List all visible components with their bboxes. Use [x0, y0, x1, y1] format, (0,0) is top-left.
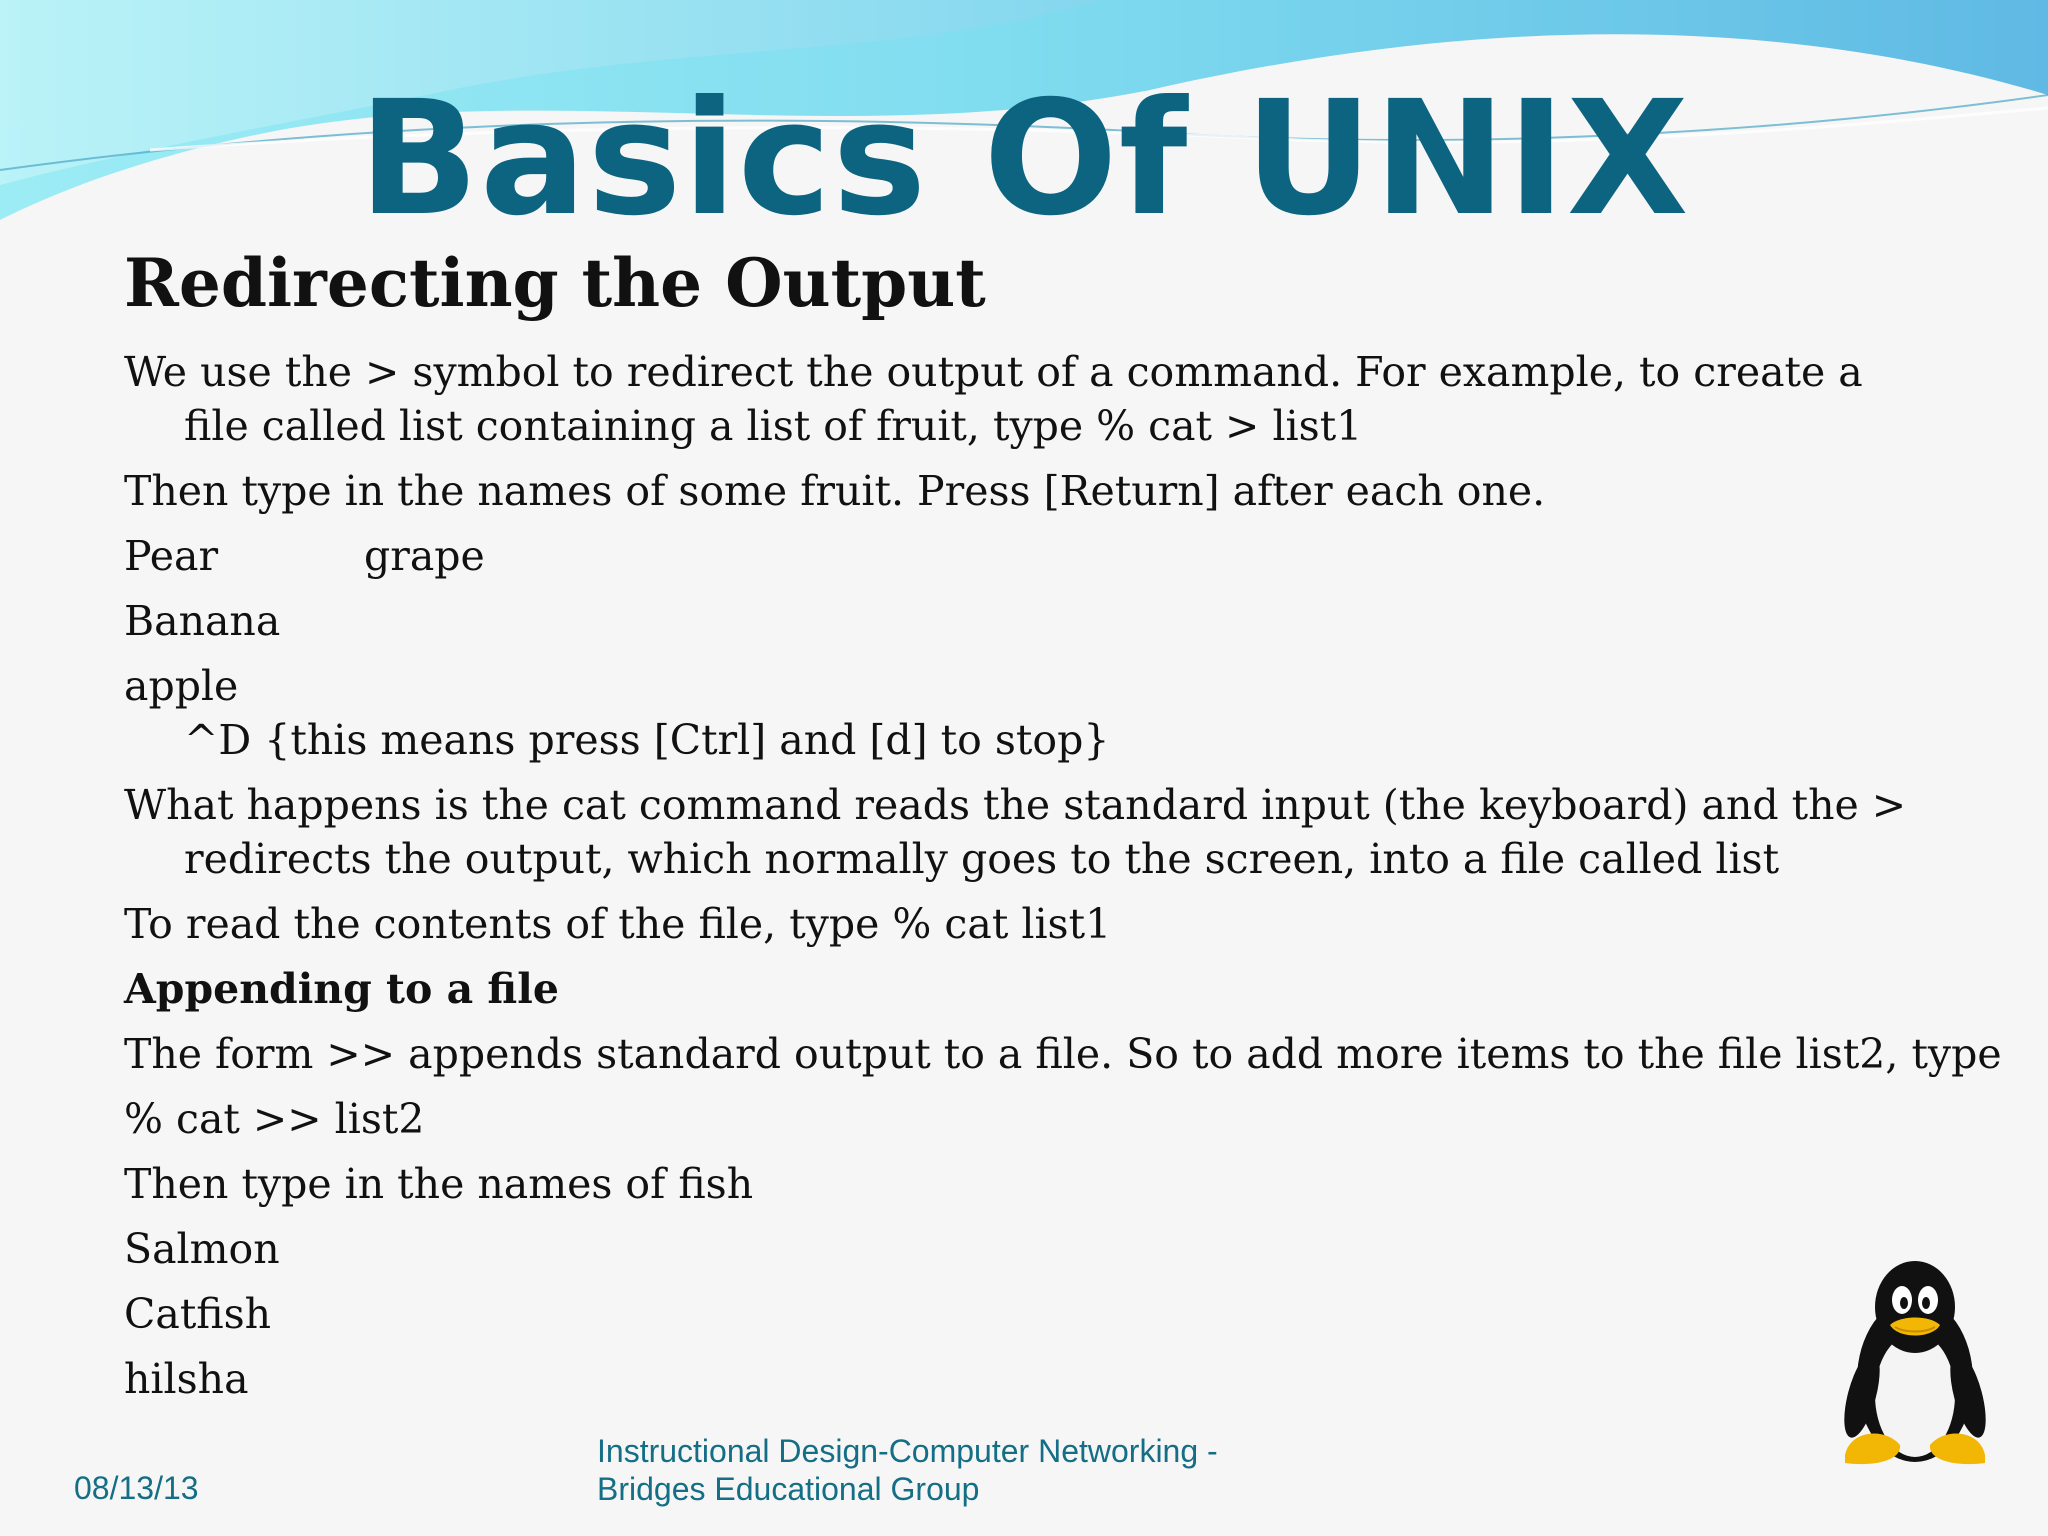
fish-salmon: Salmon: [124, 1225, 280, 1273]
body-line-read-contents: To read the contents of the file, type % cat list1: [124, 900, 1112, 948]
body-line-type-fish: Then type in the names of fish: [124, 1160, 754, 1208]
body-line-append-form: The form >> appends standard output to a file. So to add more items to the file list2, type: [124, 1030, 2002, 1078]
fruit-pear: Pear: [124, 532, 219, 580]
footer-org-line-1: Instructional Design-Computer Networking -: [597, 1433, 1218, 1469]
fruit-banana: Banana: [124, 597, 281, 645]
footer-date: 08/13/13: [74, 1470, 199, 1506]
body-line-append-command: % cat >> list2: [124, 1095, 425, 1143]
slide-subtitle: Redirecting the Output: [124, 244, 986, 322]
slide-title: Basics Of UNIX: [358, 67, 1690, 251]
body-line-redirect-intro: We use the > symbol to redirect the output of a command. For example, to create a file called list containing a list of fruit, type % cat > list1: [124, 348, 1863, 450]
tux-penguin-icon: [1840, 1255, 1990, 1470]
footer-org-line-2: Bridges Educational Group: [597, 1471, 980, 1507]
fruit-grape: grape: [364, 532, 485, 580]
fish-hilsha: hilsha: [124, 1355, 249, 1403]
body-line-type-fruit: Then type in the names of some fruit. Press [Return] after each one.: [124, 467, 1546, 515]
body-line-fruit-row: [124, 529, 1924, 583]
fruit-apple: apple: [124, 662, 239, 710]
section-heading-appending: Appending to a file: [124, 965, 559, 1013]
body-line-what-happens: What happens is the cat command reads the standard input (the keyboard) and the > redirects the output, which normally goes to the screen, into a file called list: [124, 781, 1907, 883]
slide-body: [124, 345, 2002, 1417]
fish-catfish: Catfish: [124, 1290, 272, 1338]
footer-organization: [597, 1432, 1218, 1508]
body-line-ctrl-d: ^D {this means press [Ctrl] and [d] to stop}: [184, 716, 1110, 764]
